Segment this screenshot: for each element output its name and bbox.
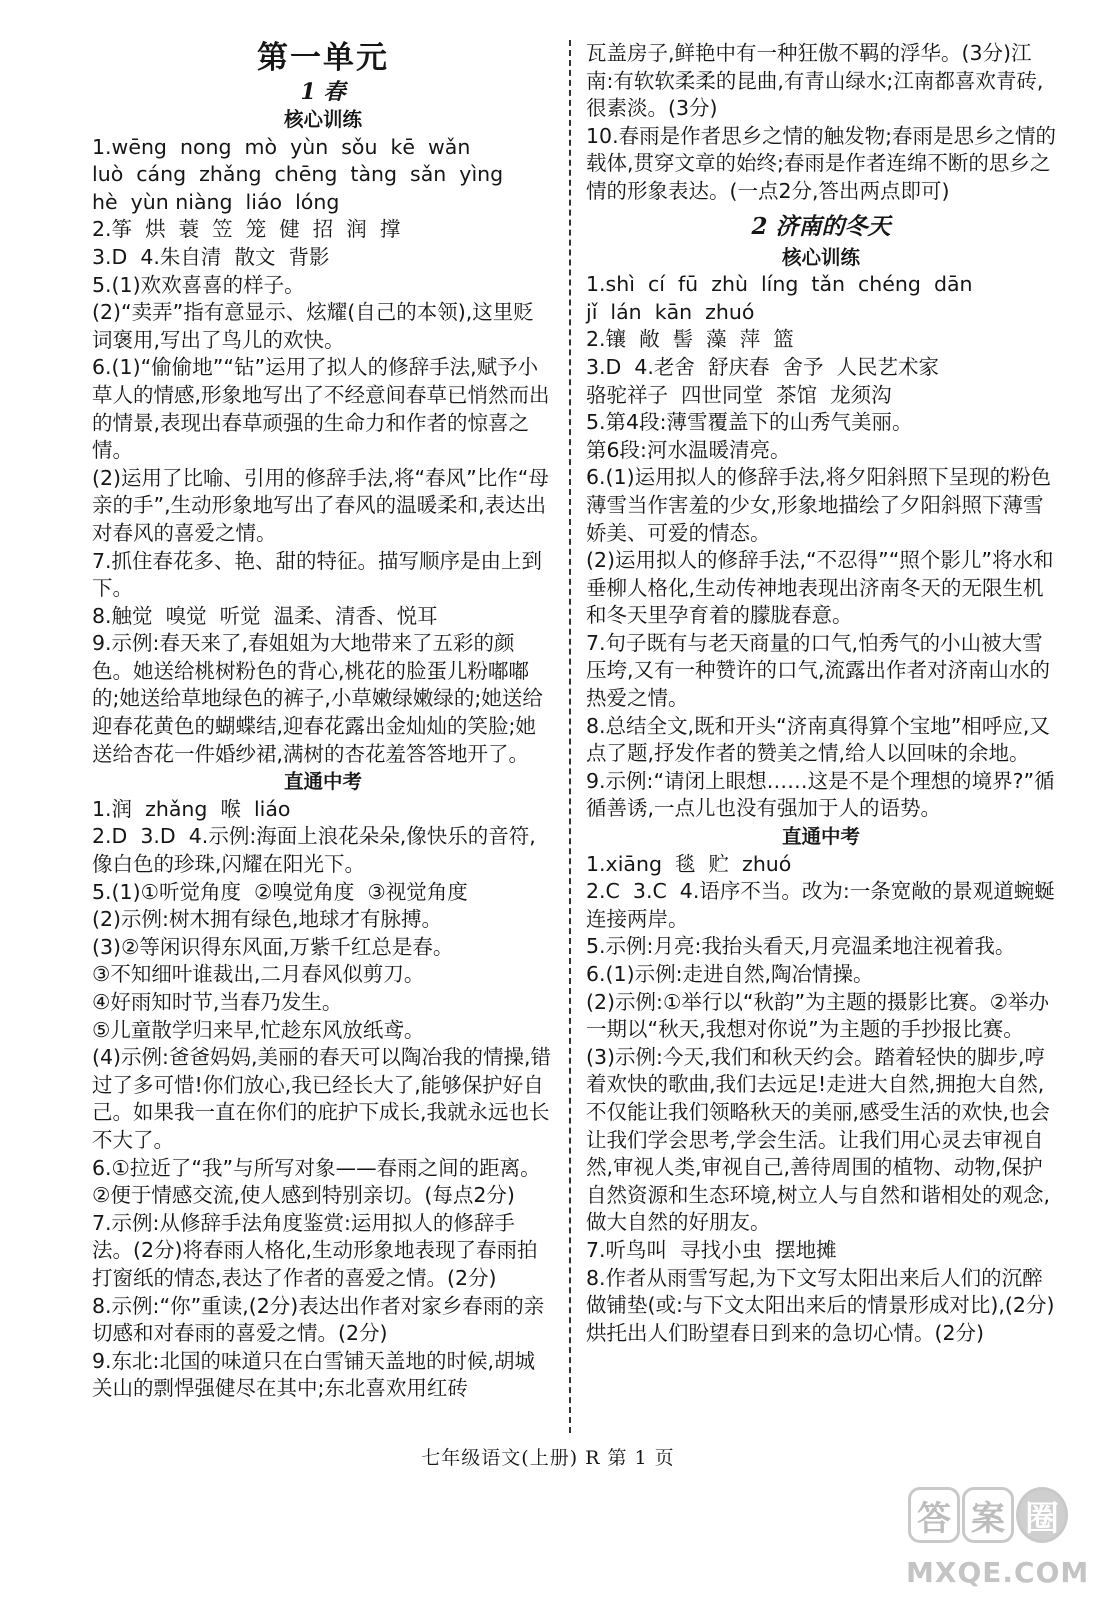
- answer-line: 1.润 zhǎng 喉 liáo: [92, 796, 291, 821]
- answer-line: (2)运用了比喻、引用的修辞手法,将“春风”比作“母亲的手”,生动形象地写出了春风的温暖柔和,表达出对春风的喜爱之情。: [92, 465, 549, 545]
- answer-line: 9.示例:“请闭上眼想……这是不是个理想的境界?”循循善诱,一点儿也没有强加于人的语势。: [586, 768, 1055, 821]
- answer-line: 2.C 3.C 4.语序不当。改为:一条宽敞的景观道蜿蜒连接两岸。: [586, 879, 1055, 931]
- answer-line: 6.(1)“偷偷地”“钻”运用了拟人的修辞手法,赋予小草人的情感,形象地写出了不经意间春草已悄然而出的情景,表现出春草顽强的生命力和作者的惊喜之情。: [92, 355, 550, 463]
- answer-line: ⑤儿童散学归来早,忙趁东风放纸鸢。: [92, 1017, 425, 1042]
- answer-line: 2.筝 烘 蓑 笠 笼 健 招 润 撑: [92, 217, 401, 242]
- watermark-char: 案: [962, 1487, 1014, 1543]
- answer-line: hè yùn niàng liáo lóng: [92, 189, 340, 214]
- answer-line: 第6段:河水温暖清亮。: [586, 437, 791, 462]
- answer-line: (3)②等闲识得东风面,万紫千红总是春。: [92, 934, 454, 959]
- answer-line: 6.①拉近了“我”与所写对象——春雨之间的距离。②便于情感交流,使人感到特别亲切。(每点2分): [92, 1155, 541, 1208]
- answer-line: (2)示例:①举行以“秋韵”为主题的摄影比赛。②举办一期以“秋天,我想对你说”为主题的手抄报比赛。 (3)示例:今天,我们和秋天约会。踏着轻快的脚步,哼着欢快的歌曲,我们去远足!走进大自然,拥抱大自然,不仅能让我们领略秋天的美丽,感受生活的欢快,也会让我们学会思考,学会生活。让我们用心灵去审视自然,审视人类,审视自己,善待周围的植物、动物,保护自然资源和生态环境,树立人与自然和谐相处的观念,做大自然的好朋友。: [586, 989, 1051, 1235]
- answer-line: 7.听鸟叫 寻找小虫 摆地摊: [586, 1237, 837, 1262]
- answer-line: 2.D 3.D 4.示例:海面上浪花朵朵,像快乐的音符,像白色的珍珠,闪耀在阳光下。: [92, 824, 536, 877]
- lesson1-exam-heading: 直通中考: [283, 770, 362, 794]
- answer-line: 6.(1)运用拟人的修辞手法,将夕阳斜照下呈现的粉色薄雪当作害羞的少女,形象地描绘了夕阳斜照下薄雪娇美、可爱的情态。: [586, 465, 1052, 545]
- answer-line: 6.(1)示例:走进自然,陶冶情操。: [586, 962, 874, 986]
- left-column: [92, 40, 554, 1403]
- page-footer: 七年级语文(上册) R 第 1 页: [421, 1447, 675, 1469]
- right-column: [586, 40, 1056, 1347]
- watermark-char: 圈: [1016, 1487, 1068, 1543]
- answer-line: jǐ lán kān zhuó: [586, 299, 755, 324]
- answer-line: 7.句子既有与老天商量的口气,怕秀气的小山被大雪压垮,又有一种赞许的口气,流露出作者对济南山水的热爱之情。: [586, 630, 1051, 711]
- answer-line: 5.第4段:薄雪覆盖下的山秀气美丽。: [586, 410, 913, 435]
- answer-line: luò cáng zhǎng chēng tàng sǎn yìng: [92, 162, 504, 187]
- answer-line: 1.xiāng 毯 贮 zhuó: [586, 851, 792, 876]
- answer-line: (2)“卖弄”指有意显示、炫耀(自己的本领),这里贬词褒用,写出了鸟儿的欢快。: [92, 300, 534, 352]
- answer-line: 1.wēng nong mò yùn sǒu kē wǎn: [92, 134, 471, 159]
- lesson2-exam-answers: [586, 851, 1056, 1348]
- watermark-char: 答: [908, 1487, 960, 1543]
- answer-line: 5.(1)欢欢喜喜的样子。: [92, 272, 305, 297]
- answer-line: 9.示例:春天来了,春姐姐为大地带来了五彩的颜色。她送给桃树粉色的背心,桃花的脸蛋儿粉嘟嘟的;她送给草地绿色的裤子,小草嫩绿嫩绿的;她送给迎春花黄色的蝴蝶结,迎春花露出金灿灿的笑脸;她送给杏花一件婚纱裙,满树的杏花羞答答地开了。: [92, 631, 543, 766]
- answer-line: 7.示例:从修辞手法角度鉴赏:运用拟人的修辞手法。(2分)将春雨人格化,生动形象地表现了春雨拍打窗纸的情态,表达了作者的喜爱之情。(2分): [92, 1210, 538, 1290]
- answer-line: (2)运用拟人的修辞手法,“不忍得”“照个影儿”将水和垂柳人格化,生动传神地表现出济南冬天的无限生机和冬天里孕育着的朦胧春意。: [586, 548, 1054, 628]
- lesson2-core-heading: 核心训练: [781, 245, 860, 269]
- watermark-logo-icon: [908, 1480, 1068, 1550]
- answer-line: 8.触觉 嗅觉 听觉 温柔、清香、悦耳: [92, 603, 438, 628]
- answer-line: 8.总结全文,既和开头“济南真得算个宝地”相呼应,又点了题,抒发作者的赞美之情,给人以回味的余地。: [586, 713, 1050, 766]
- answer-line: (2)示例:树木拥有绿色,地球才有脉搏。: [92, 907, 442, 932]
- answer-line: 8.示例:“你”重读,(2分)表达出作者对家乡春雨的亲切感和对春雨的喜爱之情。(2分): [92, 1293, 545, 1346]
- lesson1-continued-answers: [586, 40, 1056, 206]
- answer-line: 瓦盖房子,鲜艳中有一种狂傲不羁的浮华。(3分)江南:有软软柔柔的昆曲,有青山绿水;江南都喜欢青砖,很素淡。(3分): [586, 41, 1044, 121]
- answer-line: 7.抓住春花多、艳、甜的特征。描写顺序是由上到下。: [92, 548, 543, 601]
- answer-line: 9.东北:北国的味道只在白雪铺天盖地的时候,胡城关山的剽悍强健尽在其中;东北喜欢用红砖: [92, 1348, 535, 1401]
- answer-line: 8.作者从雨雪写起,为下文写太阳出来后人们的沉醉做铺垫(或:与下文太阳出来后的情景形成对比),(2分)烘托出人们盼望春日到来的急切心情。(2分): [586, 1265, 1055, 1345]
- answer-line: 1.shì cí fū zhù líng tǎn chéng dān: [586, 272, 973, 297]
- watermark-url: MXQE.COM: [906, 1556, 1090, 1589]
- lesson2-exam-heading: 直通中考: [781, 825, 860, 849]
- lesson1-core-heading: 核心训练: [283, 108, 362, 131]
- lesson1-exam-answers: [92, 796, 554, 1403]
- column-divider: [569, 40, 571, 1433]
- answer-line: ③不知细叶谁裁出,二月春风似剪刀。: [92, 962, 425, 987]
- lesson2-core-answers: [586, 271, 1056, 823]
- lesson2-title: 2 济南的冬天: [751, 212, 891, 240]
- answer-line: (4)示例:爸爸妈妈,美丽的春天可以陶冶我的情操,错过了多可惜!你们放心,我已经长大了,能够保护好自己。如果我一直在你们的庇护下成长,我就永远也长不大了。: [92, 1045, 551, 1152]
- lesson1-title: 1 春: [300, 79, 346, 105]
- answer-line: 5.示例:月亮:我抬头看天,月亮温柔地注视着我。: [586, 934, 1016, 959]
- answer-line: 2.镶 敞 髻 藻 萍 篮: [586, 327, 794, 352]
- answer-line: 5.(1)①听觉角度 ②嗅觉角度 ③视觉角度: [92, 879, 468, 904]
- answer-line: 3.D 4.朱自清 散文 背影: [92, 244, 330, 269]
- answer-line: ④好雨知时节,当春乃发生。: [92, 990, 343, 1014]
- answer-line: 骆驼祥子 四世同堂 茶馆 龙须沟: [586, 382, 892, 407]
- lesson1-core-answers: [92, 134, 554, 769]
- unit-title: 第一单元: [257, 40, 389, 76]
- answer-line: 10.春雨是作者思乡之情的触发物;春雨是思乡之情的载体,贯穿文章的始终;春雨是作者连绵不断的思乡之情的形象表达。(一点2分,答出两点即可): [586, 123, 1057, 203]
- answer-line: 3.D 4.老舍 舒庆春 舍予 人民艺术家: [586, 354, 940, 379]
